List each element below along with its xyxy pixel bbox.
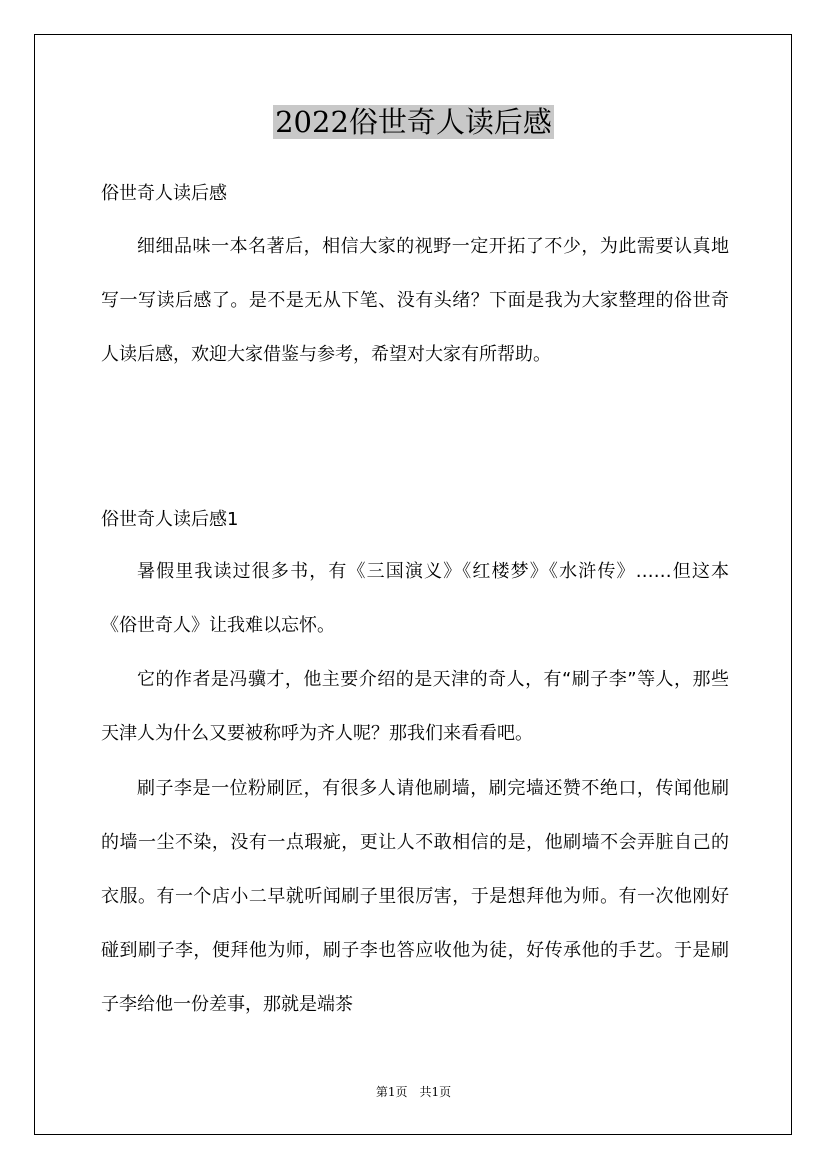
body-paragraph-3: 刷子李是一位粉刷匠，有很多人请他刷墙，刷完墙还赞不绝口，传闻他刷的墙一尘不染，没有一点瑕疵，更让人不敢相信的是，他刷墙不会弄脏自己的衣服。有一个店小二早就听闻刷子里很厉害，于是想拜他为师。有一次他刚好碰到刷子李，便拜他为师，刷子李也答应收他为徒，好传承他的手艺。于是刷子李给他一份差事，那就是端茶 bbox=[101, 778, 729, 1015]
body-paragraph-2: 它的作者是冯骥才，他主要介绍的是天津的奇人，有“刷子李”等人，那些天津人为什么又要被称呼为齐人呢？那我们来看看吧。 bbox=[101, 669, 729, 744]
document-title-text: 2022俗世奇人读后感 bbox=[275, 105, 552, 139]
page-footer: 第1页 共1页 bbox=[375, 1085, 452, 1099]
document-subtitle: 俗世奇人读后感 bbox=[101, 183, 227, 204]
intro-paragraph: 细细品味一本名著后，相信大家的视野一定开拓了不少，为此需要认真地写一写读后感了。是不是无从下笔、没有头绪？下面是我为大家整理的俗世奇人读后感，欢迎大家借鉴与参考，希望对大家有所帮助。 bbox=[101, 236, 729, 365]
section-heading: 俗世奇人读后感1 bbox=[101, 509, 239, 530]
document-title bbox=[0, 100, 827, 144]
body-paragraph-1: 暑假里我读过很多书，有《三国演义》《红楼梦》《水浒传》……但这本《俗世奇人》让我难以忘怀。 bbox=[101, 561, 729, 636]
